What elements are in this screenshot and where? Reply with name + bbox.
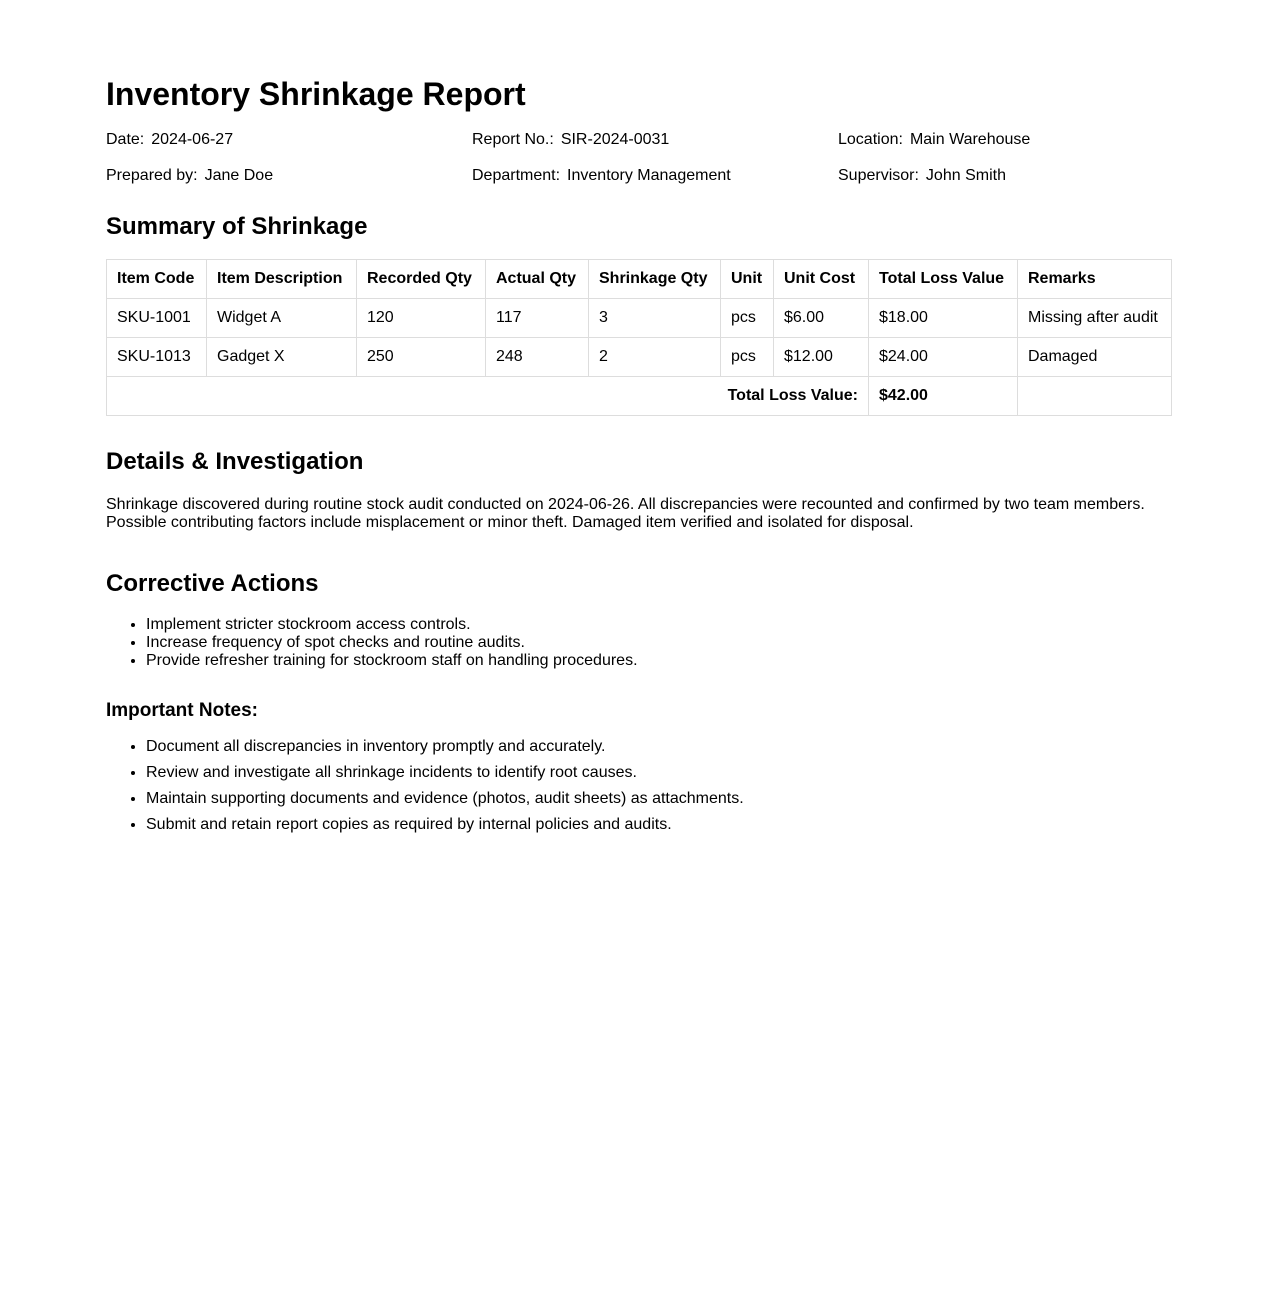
column-header: Actual Qty [486, 260, 589, 299]
remarks-cell: Damaged [1018, 338, 1172, 377]
details-heading: Details & Investigation [106, 448, 364, 475]
meta-department-label: Department: [472, 167, 561, 184]
meta-prepared-by-label: Prepared by: [106, 167, 198, 184]
meta-supervisor-value: John Smith [925, 167, 1006, 184]
list-item: • Submit and retain report copies as required by internal policies and audits. [146, 816, 1172, 834]
table-row [107, 338, 1172, 377]
item-code-cell: SKU-1013 [107, 338, 207, 377]
meta-department-value: Inventory Management [567, 167, 731, 184]
shrinkage-table [106, 259, 1172, 416]
remarks-cell: Missing after audit [1018, 299, 1172, 338]
actual-qty-cell: 117 [486, 299, 589, 338]
unit-cost-cell: $12.00 [774, 338, 869, 377]
report-meta [106, 130, 1172, 185]
details-text: Shrinkage discovered during routine stock audit conducted on 2024-06-26. All discrepancies were recounted and confirmed by two team members. Possible contributing factors include misplacement or minor theft. Damaged item verified and isolated for disposal. [106, 496, 1145, 531]
meta-report-no [472, 130, 838, 149]
summary-heading: Summary of Shrinkage [106, 213, 368, 240]
table-header-row [107, 260, 1172, 299]
item-description-cell: Gadget X [207, 338, 357, 377]
column-header: Remarks [1018, 260, 1172, 299]
table-row [107, 299, 1172, 338]
unit-cost-cell: $6.00 [774, 299, 869, 338]
meta-supervisor [838, 166, 1172, 185]
list-item: • Maintain supporting documents and evidence (photos, audit sheets) as attachments. [146, 790, 1172, 808]
recorded-qty-cell: 250 [357, 338, 486, 377]
actual-qty-cell: 248 [486, 338, 589, 377]
meta-location-label: Location: [838, 131, 903, 148]
column-header: Recorded Qty [357, 260, 486, 299]
page-title: Inventory Shrinkage Report [106, 76, 526, 112]
unit-cell: pcs [721, 338, 774, 377]
meta-supervisor-label: Supervisor: [838, 167, 919, 184]
meta-prepared-by-value: Jane Doe [204, 167, 274, 184]
meta-location [838, 130, 1172, 149]
list-item: • Document all discrepancies in inventory promptly and accurately. [146, 738, 1172, 756]
list-item: • Review and investigate all shrinkage incidents to identify root causes. [146, 764, 1172, 782]
column-header: Item Code [107, 260, 207, 299]
list-item: • Provide refresher training for stockroom staff on handling procedures. [146, 652, 1172, 670]
recorded-qty-cell: 120 [357, 299, 486, 338]
meta-report-no-value: SIR-2024-0031 [560, 131, 670, 148]
list-item: • Increase frequency of spot checks and routine audits. [146, 634, 1172, 652]
meta-date [106, 130, 472, 149]
shrinkage-qty-cell: 3 [589, 299, 721, 338]
item-code-cell: SKU-1001 [107, 299, 207, 338]
important-notes-list [106, 738, 1172, 834]
unit-cell: pcs [721, 299, 774, 338]
important-notes-heading: Important Notes: [106, 700, 258, 721]
corrective-actions-heading: Corrective Actions [106, 570, 319, 597]
total-loss-value-cell: $18.00 [869, 299, 1018, 338]
corrective-actions-list [106, 616, 1172, 670]
shrinkage-qty-cell: 2 [589, 338, 721, 377]
column-header: Item Description [207, 260, 357, 299]
column-header: Unit Cost [774, 260, 869, 299]
item-description-cell: Widget A [207, 299, 357, 338]
total-loss-value: $42.00 [869, 377, 1018, 416]
meta-prepared-by [106, 166, 472, 185]
list-item: • Implement stricter stockroom access controls. [146, 616, 1172, 634]
column-header: Shrinkage Qty [589, 260, 721, 299]
total-remarks-cell [1018, 377, 1172, 416]
total-loss-label: Total Loss Value: [107, 377, 869, 416]
total-loss-value-cell: $24.00 [869, 338, 1018, 377]
meta-date-label: Date: [106, 131, 145, 148]
column-header: Total Loss Value [869, 260, 1018, 299]
table-total-row [107, 377, 1172, 416]
meta-date-value: 2024-06-27 [151, 131, 234, 148]
meta-report-no-label: Report No.: [472, 131, 554, 148]
column-header: Unit [721, 260, 774, 299]
meta-department [472, 166, 838, 185]
meta-location-value: Main Warehouse [909, 131, 1031, 148]
